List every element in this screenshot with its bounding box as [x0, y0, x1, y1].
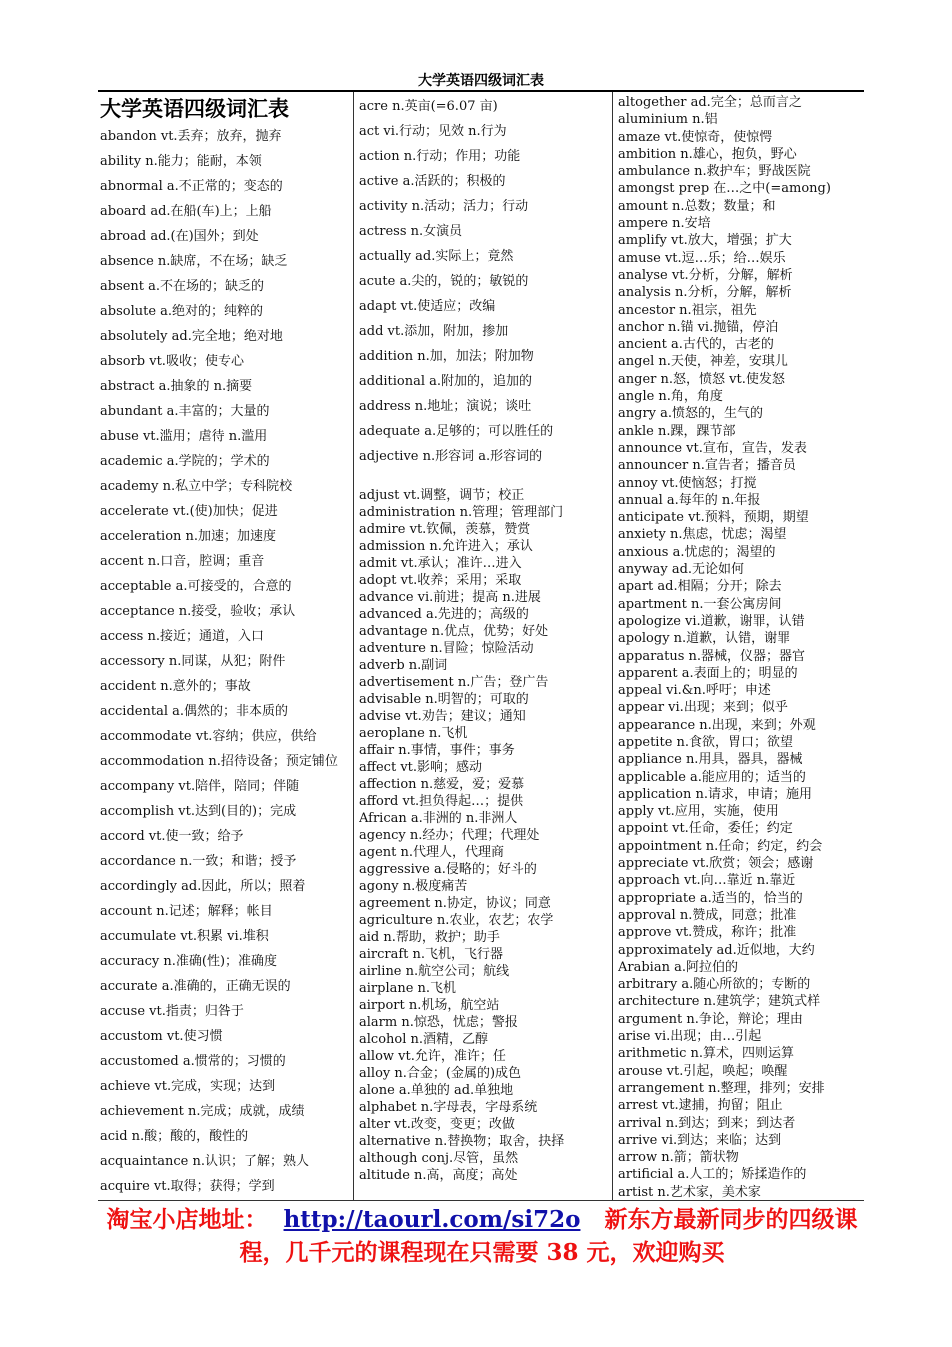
spacer [359, 469, 609, 487]
vocab-entry: apply vt.应用，实施，使用 [618, 804, 779, 820]
vocab-entry: appearance n.出现，来到；外观 [618, 717, 816, 733]
vocab-entry: acceptance n.接受，验收；承认 [100, 604, 296, 619]
vocab-entry: acceptable a.可接受的，合意的 [100, 579, 292, 594]
vocab-entry: ability n.能力；能耐，本领 [100, 154, 262, 169]
vocab-entry: affect vt.影响；感动 [359, 760, 483, 775]
vocab-entry: achievement n.完成；成就，成绩 [100, 1104, 305, 1119]
vocab-entry: accompany vt.陪伴，陪同；伴随 [100, 779, 300, 794]
vocab-entry: ankle n.踝，踝节部 [618, 423, 736, 439]
vocab-entry: absolute a.绝对的；纯粹的 [100, 304, 264, 319]
vocab-entry: access n.接近；通道，入口 [100, 629, 264, 644]
vocab-entry: alter vt.改变，变更；改做 [359, 1117, 515, 1132]
vocab-entry: arrive vi.到达；来临；达到 [618, 1132, 782, 1148]
vocab-entry: acute a.尖的，锐的；敏锐的 [359, 274, 529, 289]
vocab-entry: active a.活跃的；积极的 [359, 174, 506, 189]
column-divider [353, 92, 354, 1200]
vocab-entry: accelerate vt.(使)加快；促进 [100, 504, 278, 519]
vocab-entry: arrival n.到达；到来；到达者 [618, 1115, 796, 1131]
vocab-entry: announce vt.宣布，宣告，发表 [618, 440, 807, 456]
page-header: 大学英语四级词汇表 [418, 73, 544, 89]
vocab-entry: abuse vt.滥用；虐待 n.滥用 [100, 429, 268, 444]
vocab-entry: angle n.角，角度 [618, 389, 723, 405]
vocab-entry: advance vi.前进；提高 n.进展 [359, 590, 541, 605]
vocab-entry: appliance n.用具，器具，器械 [618, 752, 803, 768]
vocab-entry: aeroplane n.飞机 [359, 726, 468, 741]
vocab-entry: apology n.道歉，认错，谢罪 [618, 631, 791, 647]
vocab-entry: advantage n.优点，优势；好处 [359, 624, 549, 639]
vocab-entry: appeal vi.&n.呼吁；申述 [618, 683, 771, 699]
vocab-entry: appointment n.任命；约定，约会 [618, 838, 823, 854]
vocab-entry: accurate a.准确的，正确无误的 [100, 979, 291, 994]
vocab-entry: accessory n.同谋，从犯；附件 [100, 654, 286, 669]
vocab-entry: anticipate vt.预料，预期，期望 [618, 510, 809, 526]
vocab-entry: applicable a.能应用的；适当的 [618, 769, 806, 785]
vocab-entry: annual a.每年的 n.年报 [618, 492, 761, 508]
vocab-entry: agony n.极度痛苦 [359, 879, 468, 894]
vocab-entry: accident n.意外的；事故 [100, 679, 251, 694]
vocab-entry: appetite n.食欲，胃口；欲望 [618, 734, 794, 750]
vocab-column-2 [359, 94, 609, 1184]
vocab-entry: adopt vt.收养；采用；采取 [359, 573, 522, 588]
vocab-entry: approve vt.赞成，称许；批准 [618, 925, 797, 941]
vocab-entry: amplify vt.放大，增强；扩大 [618, 233, 792, 249]
vocab-entry: appoint vt.任命，委任；约定 [618, 821, 793, 837]
vocab-entry: ancestor n.祖宗，祖先 [618, 302, 757, 318]
vocab-entry: annoy vt.使恼怒；打搅 [618, 475, 757, 491]
vocab-entry: approval n.赞成，同意；批准 [618, 907, 797, 923]
vocab-entry: accustom vt.使习惯 [100, 1029, 223, 1044]
vocab-entry: add vt.添加，附加，掺加 [359, 324, 509, 339]
vocab-entry: agreement n.协定，协议；同意 [359, 896, 551, 911]
footer-rule [98, 1200, 864, 1201]
vocab-entry: arise vi.出现；由…引起 [618, 1029, 762, 1045]
vocab-entry: afford vt.担负得起…；提供 [359, 794, 524, 809]
header-rule [98, 90, 864, 92]
vocab-entry: abroad ad.(在)国外；到处 [100, 229, 259, 244]
promo-line-2: 程，几千元的课程现在只需要 38 元，欢迎购买 [239, 1239, 725, 1266]
vocab-entry: apologize vi.道歉，谢罪，认错 [618, 613, 805, 629]
document-title: 大学英语四级词汇表 [100, 97, 289, 121]
vocab-entry: agent n.代理人，代理商 [359, 845, 504, 860]
vocab-entry: airport n.机场，航空站 [359, 998, 500, 1013]
vocab-entry: arrow n.箭；箭状物 [618, 1150, 739, 1166]
vocab-entry: abundant a.丰富的；大量的 [100, 404, 270, 419]
vocab-entry: accustomed a.惯常的；习惯的 [100, 1054, 286, 1069]
vocab-entry: altogether ad.完全；总而言之 [618, 95, 802, 110]
vocab-entry: advertisement n.广告；登广告 [359, 675, 549, 690]
vocab-entry: accommodation n.招待设备；预定铺位 [100, 754, 338, 769]
vocab-entry: anchor n.锚 vi.抛锚，停泊 [618, 319, 779, 335]
vocab-entry: additional a.附加的，追加的 [359, 374, 533, 389]
vocab-entry: aluminium n.铝 [618, 112, 718, 128]
vocab-entry: architecture n.建筑学；建筑式样 [618, 994, 821, 1010]
vocab-entry: arithmetic n.算术，四则运算 [618, 1046, 795, 1062]
promo-banner [100, 1203, 864, 1269]
vocab-entry: argument n.争论，辩论；理由 [618, 1011, 803, 1027]
vocab-entry: account n.记述；解释；帐目 [100, 904, 273, 919]
promo-line-1 [100, 1203, 864, 1236]
vocab-entry: accommodate vt.容纳；供应，供给 [100, 729, 317, 744]
vocab-entry: actually ad.实际上；竟然 [359, 249, 514, 264]
vocab-entry: accidental a.偶然的；非本质的 [100, 704, 289, 719]
vocab-entry: absolutely ad.完全地；绝对地 [100, 329, 283, 344]
vocab-entry: Arabian a.阿拉伯的 [618, 959, 738, 975]
vocab-entry: admit vt.承认；准许…进入 [359, 556, 522, 571]
vocab-entry: amongst prep 在…之中(=among) [618, 181, 831, 197]
vocab-entry: adverb n.副词 [359, 658, 448, 673]
vocab-entry: African a.非洲的 n.非洲人 [359, 811, 518, 826]
vocab-entry: action n.行动；作用；功能 [359, 149, 521, 164]
vocab-entry: affection n.慈爱，爱；爱慕 [359, 777, 525, 792]
vocab-entry: analysis n.分析，分解，解析 [618, 285, 792, 301]
vocab-entry: accent n.口音，腔调；重音 [100, 554, 265, 569]
vocab-entry: appreciate vt.欣赏；领会；感谢 [618, 856, 814, 872]
vocab-entry: acre n.英亩(=6.07 亩) [359, 99, 498, 114]
vocab-entry: arouse vt.引起，唤起；唤醒 [618, 1063, 788, 1079]
column-divider [612, 92, 613, 1200]
vocab-entry: alphabet n.字母表，字母系统 [359, 1100, 538, 1115]
vocab-entry: abnormal a.不正常的；变态的 [100, 179, 283, 194]
vocab-entry: advise vt.劝告；建议；通知 [359, 709, 526, 724]
vocab-entry: advisable n.明智的；可取的 [359, 692, 529, 707]
vocab-entry: ancient a.古代的，古老的 [618, 337, 774, 353]
vocab-entry: abandon vt.丢弃；放弃，抛弃 [100, 129, 282, 144]
vocab-entry: alone a.单独的 ad.单独地 [359, 1083, 514, 1098]
vocab-entry: alarm n.惊恐，忧虑；警报 [359, 1015, 518, 1030]
vocab-entry: actress n.女演员 [359, 224, 463, 239]
promo-text-1: 新东方最新同步的四级课 [604, 1206, 858, 1233]
vocab-entry: announcer n.宣告者；播音员 [618, 458, 796, 474]
vocab-entry: academic a.学院的；学术的 [100, 454, 270, 469]
vocab-entry: adventure n.冒险；惊险活动 [359, 641, 534, 656]
vocab-entry: arrest vt.逮捕，拘留；阻止 [618, 1098, 783, 1114]
promo-label: 淘宝小店地址： [106, 1206, 268, 1233]
vocab-entry: achieve vt.完成，实现；达到 [100, 1079, 276, 1094]
vocab-entry: arrangement n.整理，排列；安排 [618, 1080, 825, 1096]
vocab-entry: affair n.事情，事件；事务 [359, 743, 515, 758]
vocab-entry: approximately ad.近似地，大约 [618, 942, 815, 958]
vocab-entry: adequate a.足够的；可以胜任的 [359, 424, 554, 439]
vocab-entry: alcohol n.酒精，乙醇 [359, 1032, 489, 1047]
vocab-entry: acceleration n.加速；加速度 [100, 529, 277, 544]
vocab-column-1 [100, 94, 350, 1199]
vocab-entry: airplane n.飞机 [359, 981, 457, 996]
vocab-entry: apparatus n.器械，仪器；器官 [618, 648, 806, 664]
vocab-entry: artist n.艺术家，美术家 [618, 1184, 761, 1200]
vocab-entry: acquire vt.取得；获得；学到 [100, 1179, 275, 1194]
vocab-entry: addition n.加，加法；附加物 [359, 349, 534, 364]
vocab-entry: amuse vt.逗…乐；给…娱乐 [618, 250, 786, 266]
vocab-entry: apart ad.相隔；分开；除去 [618, 579, 782, 595]
vocab-entry: angry a.愤怒的，生气的 [618, 406, 764, 422]
vocab-entry: agriculture n.农业，农艺；农学 [359, 913, 554, 928]
vocab-entry: accordingly ad.因此，所以；照着 [100, 879, 306, 894]
vocab-entry: alloy n.合金；(金属的)成色 [359, 1066, 522, 1081]
vocab-entry: ampere n.安培 [618, 216, 711, 232]
vocab-entry: alternative n.替换物；取舍，抉择 [359, 1134, 565, 1149]
vocab-entry: administration n.管理；管理部门 [359, 505, 564, 520]
vocab-entry: adjust vt.调整，调节；校正 [359, 488, 525, 503]
vocab-entry: appropriate a.适当的，恰当的 [618, 890, 803, 906]
vocab-entry: accord vt.使一致；给予 [100, 829, 244, 844]
vocab-column-3 [618, 94, 864, 1201]
vocab-entry: accuse vt.指责；归咎于 [100, 1004, 244, 1019]
vocab-entry: anger n.怒，愤怒 vt.使发怒 [618, 371, 785, 387]
vocab-entry: application n.请求，申请；施用 [618, 786, 812, 802]
vocab-entry: approach vt.向…靠近 n.靠近 [618, 873, 796, 889]
vocab-entry: abstract a.抽象的 n.摘要 [100, 379, 253, 394]
vocab-entry: amaze vt.使惊奇，使惊愕 [618, 129, 773, 145]
vocab-entry: anyway ad.无论如何 [618, 562, 745, 578]
vocab-entry: aircraft n.飞机，飞行器 [359, 947, 504, 962]
vocab-entry: apartment n.一套公寓房间 [618, 596, 782, 612]
vocab-entry: absent a.不在场的；缺乏的 [100, 279, 265, 294]
vocab-entry: aid n.帮助，救护；助手 [359, 930, 500, 945]
vocab-entry: altitude n.高，高度；高处 [359, 1168, 518, 1183]
vocab-entry: admire vt.钦佩，羡慕，赞赏 [359, 522, 531, 537]
vocab-entry: accomplish vt.达到(目的)；完成 [100, 804, 297, 819]
vocab-entry: anxiety n.焦虑，忧虑；渴望 [618, 527, 787, 543]
vocab-entry: ambition n.雄心，抱负，野心 [618, 146, 797, 162]
vocab-entry: arbitrary a.随心所欲的；专断的 [618, 977, 811, 993]
vocab-entry: angel n.天使，神差，安琪儿 [618, 354, 788, 370]
vocab-entry: academy n.私立中学；专科院校 [100, 479, 293, 494]
vocab-entry: apparent a.表面上的；明显的 [618, 665, 798, 681]
vocab-entry: act vi.行动；见效 n.行为 [359, 124, 507, 139]
vocab-entry: appear vi.出现；来到；似乎 [618, 700, 788, 716]
vocab-entry: anxious a.忧虑的；渴望的 [618, 544, 776, 560]
vocab-entry: acid n.酸；酸的，酸性的 [100, 1129, 249, 1144]
vocab-entry: amount n.总数；数量；和 [618, 198, 776, 214]
vocab-entry: aggressive a.侵略的；好斗的 [359, 862, 537, 877]
vocab-entry: activity n.活动；活力；行动 [359, 199, 529, 214]
vocab-entry: absence n.缺席，不在场；缺乏 [100, 254, 288, 269]
vocab-entry: acquaintance n.认识；了解；熟人 [100, 1154, 309, 1169]
vocab-entry: analyse vt.分析，分解，解析 [618, 267, 793, 283]
vocab-entry: agency n.经办；代理；代理处 [359, 828, 540, 843]
vocab-entry: adapt vt.使适应；改编 [359, 299, 496, 314]
vocab-entry: allow vt.允许，准许；任 [359, 1049, 506, 1064]
vocab-entry: accordance n.一致；和谐；授予 [100, 854, 297, 869]
vocab-entry: aboard ad.在船(车)上；上船 [100, 204, 272, 219]
vocab-entry: adjective n.形容词 a.形容词的 [359, 449, 543, 464]
vocab-entry: airline n.航空公司；航线 [359, 964, 510, 979]
vocab-entry: ambulance n.救护车；野战医院 [618, 164, 811, 180]
vocab-entry: advanced a.先进的；高级的 [359, 607, 529, 622]
vocab-entry: admission n.允许进入；承认 [359, 539, 533, 554]
vocab-entry: accumulate vt.积累 vi.堆积 [100, 929, 269, 944]
vocab-entry: absorb vt.吸收；使专心 [100, 354, 244, 369]
vocab-entry: address n.地址；演说；谈吐 [359, 399, 532, 414]
vocab-entry: although conj.尽管，虽然 [359, 1151, 519, 1166]
vocab-entry: artificial a.人工的；矫揉造作的 [618, 1167, 807, 1183]
vocab-entry: accuracy n.准确(性)；准确度 [100, 954, 278, 969]
shop-link[interactable]: http://taourl.com/si72o [283, 1206, 581, 1233]
